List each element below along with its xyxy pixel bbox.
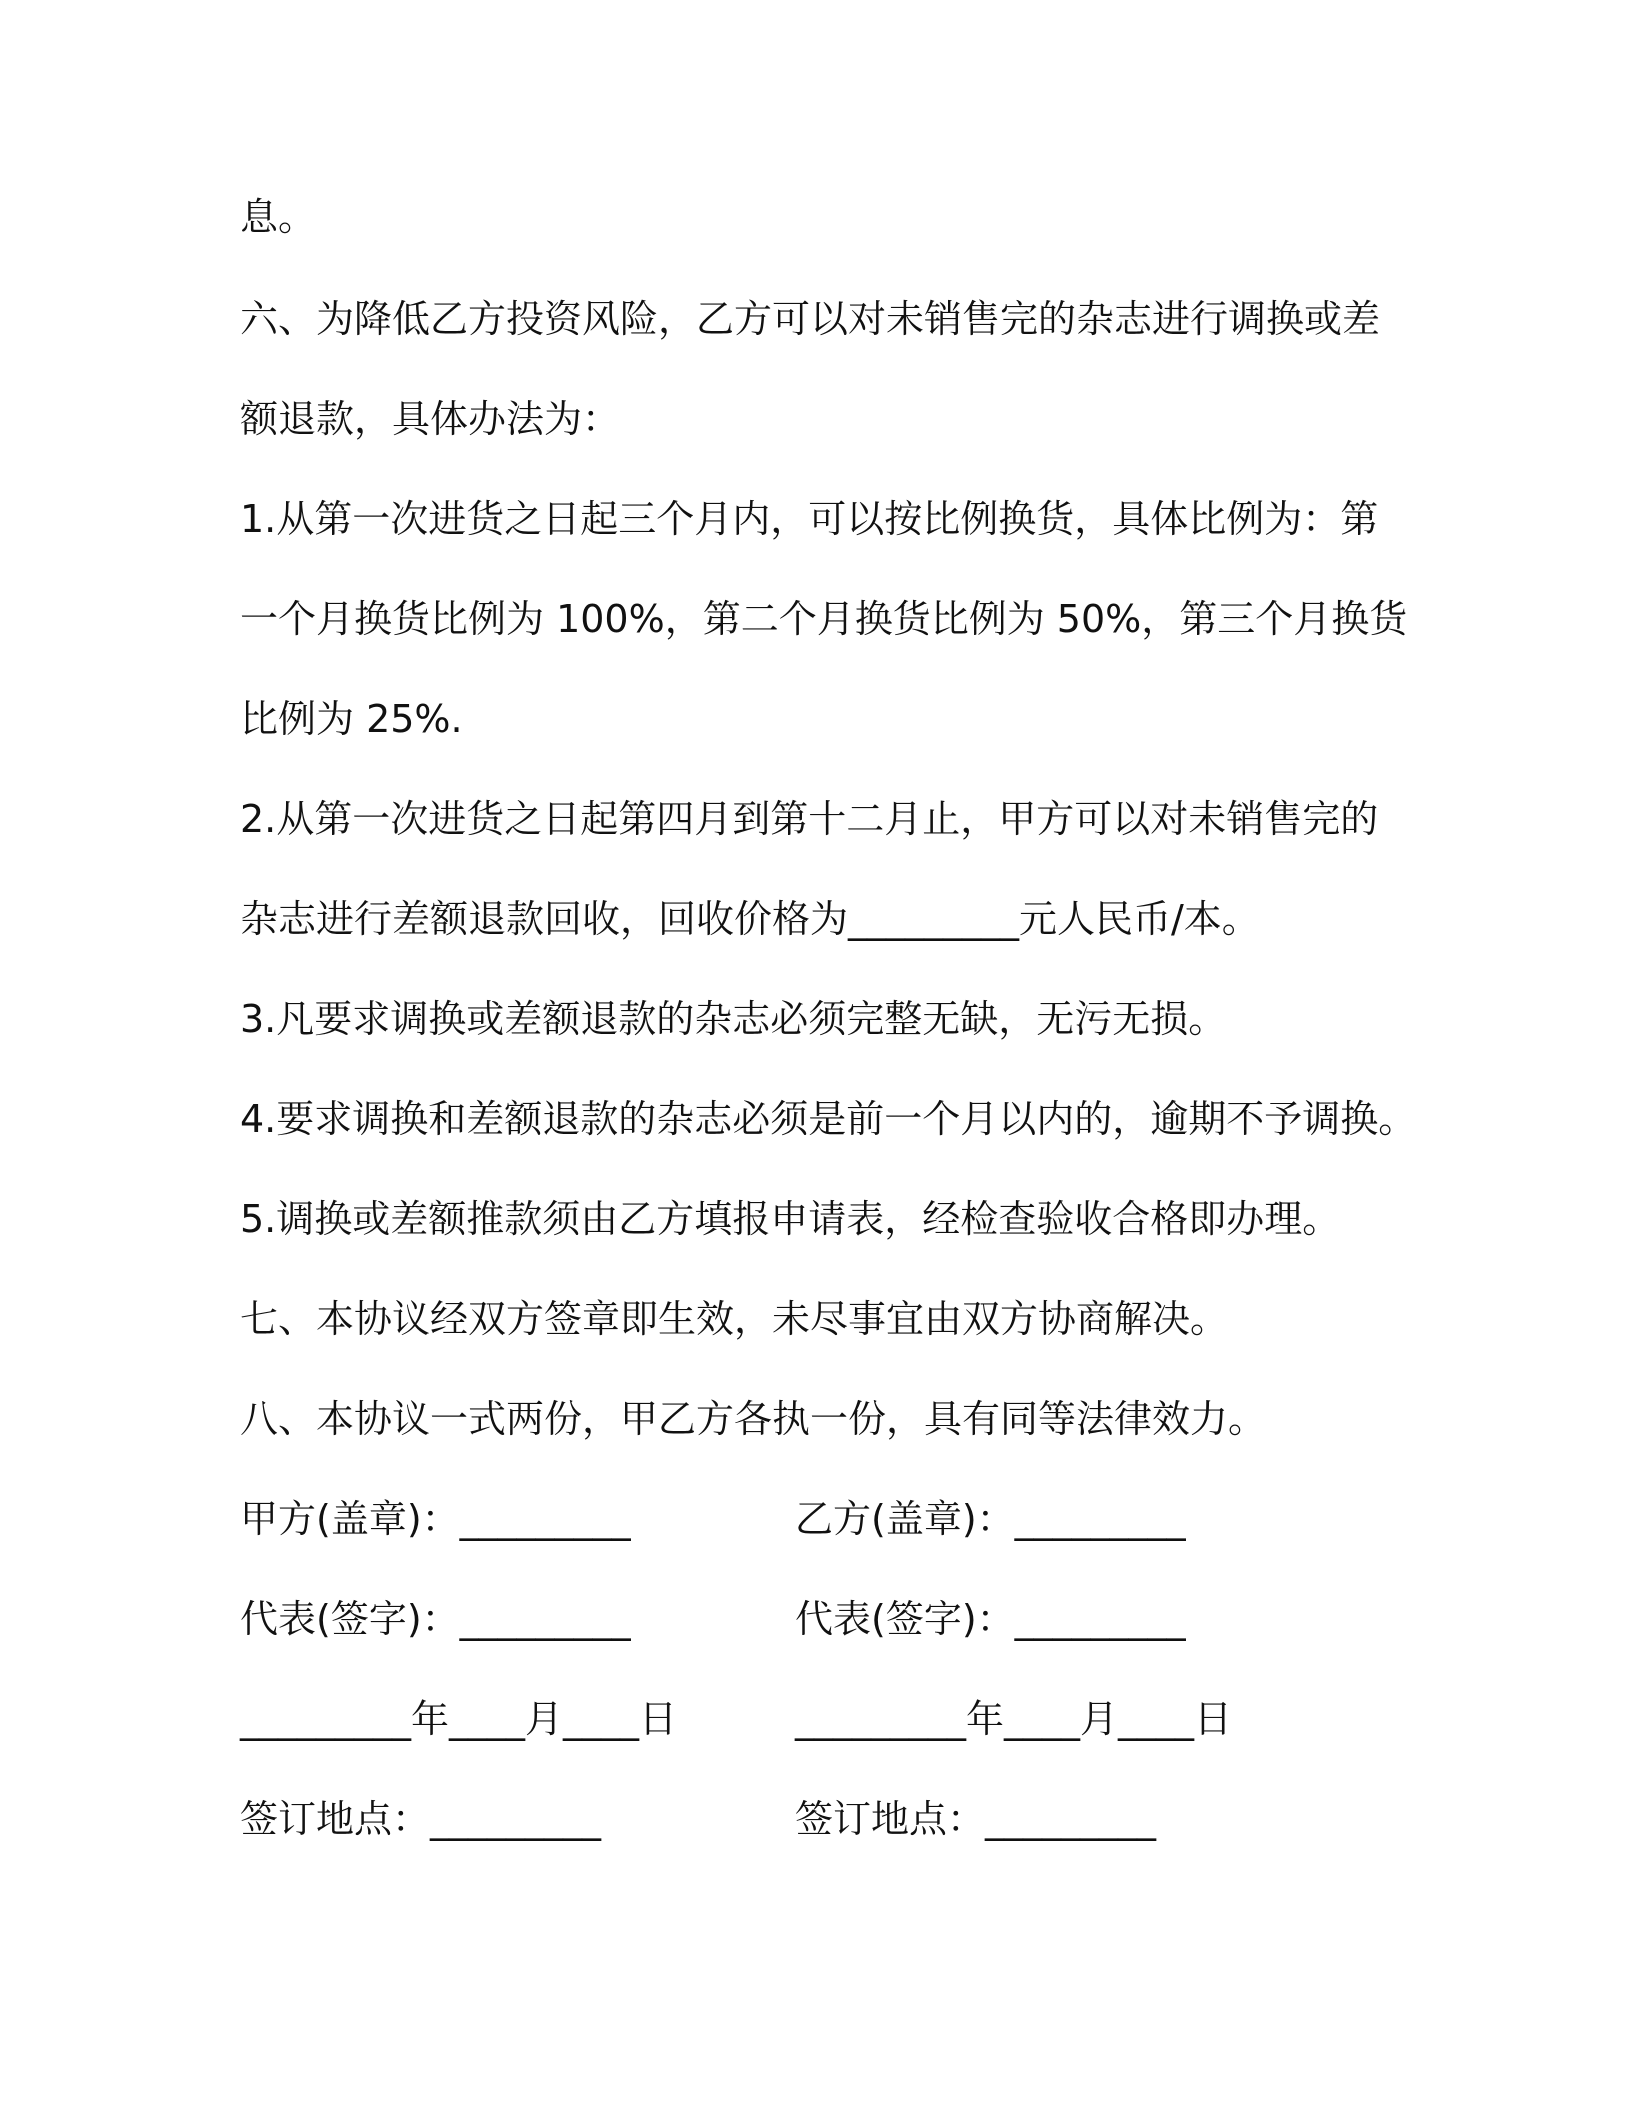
clause-seven-line: 七、本协议经双方签章即生效，未尽事宜由双方协商解决。 (240, 1297, 1229, 1341)
clause-six-line: 六、为降低乙方投资风险，乙方可以对未销售完的杂志进行调换或差 (240, 297, 1381, 341)
party-b-representative-field: 代表(签字)：_________ (795, 1597, 1186, 1641)
party-a-place-field: 签订地点：_________ (240, 1797, 602, 1841)
party-a-seal-field: 甲方(盖章)：_________ (240, 1497, 631, 1541)
item-4-line: 4.要求调换和差额退款的杂志必须是前一个月以内的，逾期不予调换。 (240, 1097, 1417, 1141)
item-1-line: 一个月换货比例为 100%，第二个月换货比例为 50%，第三个月换货 (240, 597, 1408, 641)
clause-eight-line: 八、本协议一式两份，甲乙方各执一份，具有同等法律效力。 (240, 1397, 1267, 1441)
item-2-line: 杂志进行差额退款回收，回收价格为_________元人民币/本。 (240, 897, 1260, 941)
item-5-line: 5.调换或差额推款须由乙方填报申请表，经检查验收合格即办理。 (240, 1197, 1341, 1241)
item-2-line: 2.从第一次进货之日起第四月到第十二月止，甲方可以对未销售完的 (240, 797, 1379, 841)
party-b-date-field: _________年____月____日 (795, 1697, 1233, 1741)
paragraph-line: 息。 (240, 195, 317, 239)
party-b-place-field: 签订地点：_________ (795, 1797, 1157, 1841)
item-1-line: 比例为 25%. (240, 697, 463, 741)
item-3-line: 3.凡要求调换或差额退款的杂志必须完整无缺，无污无损。 (240, 997, 1227, 1041)
party-a-date-field: _________年____月____日 (240, 1697, 678, 1741)
clause-six-line: 额退款，具体办法为： (240, 397, 621, 441)
party-b-seal-field: 乙方(盖章)：_________ (795, 1497, 1186, 1541)
item-1-line: 1.从第一次进货之日起三个月内，可以按比例换货，具体比例为：第 (240, 497, 1379, 541)
party-a-representative-field: 代表(签字)：_________ (240, 1597, 631, 1641)
